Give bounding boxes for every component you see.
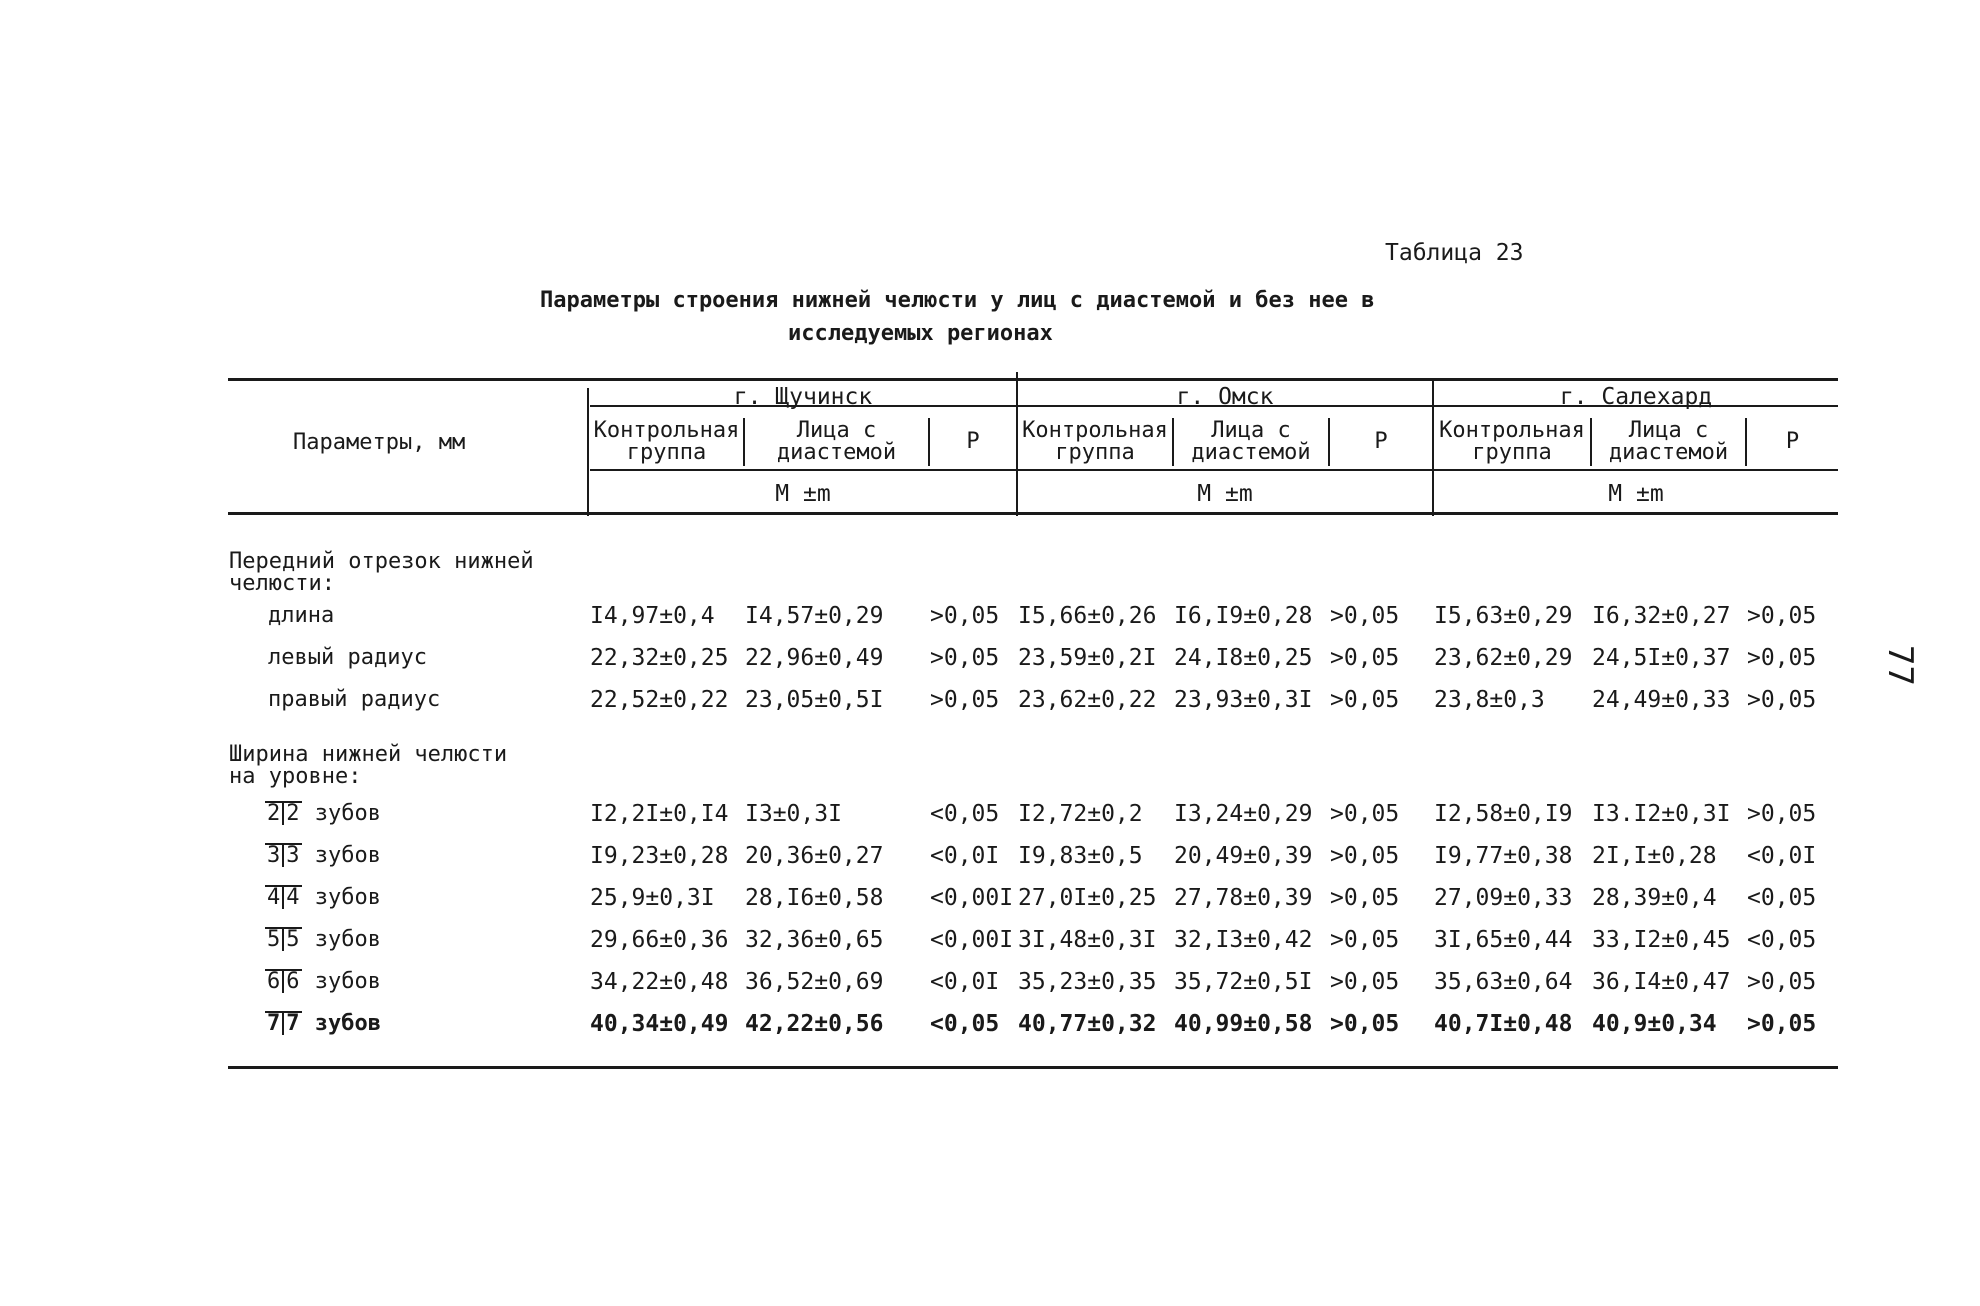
tooth-formula	[265, 1011, 302, 1036]
tooth-unit-label: зубов	[301, 927, 381, 952]
tooth-row-label	[265, 843, 381, 868]
table-cell: >0,05	[1747, 1011, 1817, 1037]
table-cell: 27,78±0,39	[1174, 885, 1313, 911]
page-number: 77	[1880, 645, 1920, 686]
rule-subheader-bottom	[590, 469, 1838, 471]
tooth-formula	[265, 843, 302, 868]
header-mean-1: М ±m	[1197, 481, 1253, 507]
header-p-1: Р	[1374, 429, 1388, 454]
table-cell: 35,23±0,35	[1018, 969, 1157, 995]
table-cell: I9,77±0,38	[1434, 843, 1573, 869]
table-cell: 22,96±0,49	[745, 645, 884, 671]
table-cell: 24,49±0,33	[1592, 687, 1731, 713]
table-cell: <0,0I	[930, 843, 1000, 869]
table-cell: 40,34±0,49	[590, 1011, 729, 1037]
header-p-2: Р	[1785, 429, 1800, 454]
header-control-2-b: группа	[1472, 440, 1552, 465]
header-mean-2: М ±m	[1608, 481, 1664, 507]
table-cell: 23,93±0,3I	[1174, 687, 1313, 713]
table-cell: 24,5I±0,37	[1592, 645, 1731, 671]
tooth-formula	[265, 801, 302, 826]
header-diast-1-a: Лица с	[1211, 418, 1291, 443]
tooth-unit-label: зубов	[301, 843, 381, 868]
table-cell: I9,23±0,28	[590, 843, 729, 869]
table-cell: >0,05	[930, 645, 1000, 671]
table-cell: I2,72±0,2	[1018, 801, 1143, 827]
tooth-unit-label: зубов	[301, 801, 381, 826]
tooth-left-number: 6	[265, 969, 284, 993]
section2-title-b: на уровне:	[229, 764, 362, 789]
table-cell: I3,24±0,29	[1174, 801, 1313, 827]
table-cell: 35,63±0,64	[1434, 969, 1573, 995]
rule-header-bottom	[228, 512, 1838, 515]
tooth-formula	[265, 969, 302, 994]
table-number: Таблица 23	[1385, 240, 1524, 266]
tooth-right-number: 6	[286, 969, 300, 994]
table-cell: 27,0I±0,25	[1018, 885, 1157, 911]
tooth-formula	[265, 885, 302, 910]
rule-bottom	[228, 1066, 1838, 1069]
table-cell: I2,2I±0,I4	[590, 801, 729, 827]
tooth-right-number: 3	[286, 843, 300, 868]
section1-title-b: челюсти:	[229, 571, 335, 596]
table-cell: >0,05	[930, 603, 1000, 629]
table-cell: 36,52±0,69	[745, 969, 884, 995]
table-cell: 42,22±0,56	[745, 1011, 884, 1037]
table-cell: 23,62±0,22	[1018, 687, 1157, 713]
table-cell: I6,32±0,27	[1592, 603, 1731, 629]
section1-row-label: длина	[268, 603, 335, 628]
table-cell: 3I,48±0,3I	[1018, 927, 1157, 953]
table-cell: >0,05	[930, 687, 1000, 713]
table-cell: <0,00I	[930, 885, 1014, 911]
tooth-right-number: 7	[286, 1011, 300, 1036]
table-cell: >0,05	[1330, 687, 1400, 713]
table-cell: >0,05	[1330, 927, 1400, 953]
table-cell: >0,05	[1330, 801, 1400, 827]
header-control-0-a: Контрольная	[593, 418, 740, 443]
header-p-0: Р	[966, 429, 980, 454]
table-cell: 33,I2±0,45	[1592, 927, 1731, 953]
table-cell: I5,66±0,26	[1018, 603, 1157, 629]
table-cell: 27,09±0,33	[1434, 885, 1573, 911]
table-cell: I4,97±0,4	[590, 603, 715, 629]
header-diast-0-b: диастемой	[776, 440, 897, 465]
table-cell: 22,32±0,25	[590, 645, 729, 671]
title-line-1: Параметры строения нижней челюсти у лиц с диастемой и без нее в	[540, 288, 1375, 313]
header-diast-1-b: диастемой	[1191, 440, 1311, 465]
rule-vertical-0	[587, 388, 589, 516]
table-cell: 35,72±0,5I	[1174, 969, 1313, 995]
tooth-right-number: 4	[286, 885, 300, 910]
table-cell: I6,I9±0,28	[1174, 603, 1313, 629]
table-cell: 3I,65±0,44	[1434, 927, 1573, 953]
table-cell: <0,0I	[930, 969, 1000, 995]
section2-title-a: Ширина нижней челюсти	[229, 742, 508, 767]
table-cell: <0,05	[930, 801, 1000, 827]
header-diast-2-b: диастемой	[1608, 440, 1729, 465]
table-cell: 40,99±0,58	[1174, 1011, 1313, 1037]
table-cell: 22,52±0,22	[590, 687, 729, 713]
tooth-left-number: 2	[265, 801, 284, 825]
table-cell: >0,05	[1747, 645, 1817, 671]
tooth-left-number: 3	[265, 843, 284, 867]
table-cell: 32,I3±0,42	[1174, 927, 1313, 953]
table-cell: 23,05±0,5I	[745, 687, 884, 713]
table-title	[540, 284, 1400, 350]
table-cell: 34,22±0,48	[590, 969, 729, 995]
section1-row-label: левый радиус	[268, 645, 427, 670]
table-cell: >0,05	[1330, 885, 1400, 911]
header-control-2-a: Контрольная	[1439, 418, 1585, 443]
table-cell: I3.I2±0,3I	[1592, 801, 1731, 827]
table-cell: I4,57±0,29	[745, 603, 884, 629]
header-control-1-b: группа	[1055, 440, 1135, 465]
table-cell: >0,05	[1747, 687, 1817, 713]
table-cell: >0,05	[1330, 1011, 1400, 1037]
header-region-1: г. Омск	[1176, 384, 1274, 410]
tooth-unit-label: зубов	[301, 885, 381, 910]
tooth-left-number: 7	[265, 1011, 284, 1035]
table-cell: 20,36±0,27	[745, 843, 884, 869]
table-cell: I3±0,3I	[745, 801, 842, 827]
table-cell: I5,63±0,29	[1434, 603, 1573, 629]
table-cell: <0,05	[1747, 927, 1817, 953]
table-cell: <0,05	[930, 1011, 1000, 1037]
table-cell: 36,I4±0,47	[1592, 969, 1731, 995]
table-cell: 20,49±0,39	[1174, 843, 1313, 869]
tooth-row-label	[265, 801, 381, 826]
tooth-row-label	[265, 927, 381, 952]
table-cell: <0,0I	[1747, 843, 1817, 869]
rule-top	[228, 378, 1838, 381]
tooth-row-label	[265, 1011, 381, 1036]
table-cell: 40,9±0,34	[1592, 1011, 1717, 1037]
table-cell: 23,62±0,29	[1434, 645, 1573, 671]
table-cell: >0,05	[1747, 801, 1817, 827]
table-cell: >0,05	[1747, 603, 1817, 629]
table-cell: >0,05	[1747, 969, 1817, 995]
header-control-0-b: группа	[626, 440, 707, 465]
table-cell: 25,9±0,3I	[590, 885, 715, 911]
section1-row-label: правый радиус	[268, 687, 441, 712]
header-region-2: г. Салехард	[1559, 384, 1713, 410]
table-cell: 23,8±0,3	[1434, 687, 1545, 713]
table-cell: <0,05	[1747, 885, 1817, 911]
table-cell: I9,83±0,5	[1018, 843, 1143, 869]
tooth-unit-label: зубов	[301, 969, 381, 994]
tooth-right-number: 2	[286, 801, 300, 826]
header-control-1-a: Контрольная	[1022, 418, 1168, 443]
header-mean-0: М ±m	[775, 481, 831, 507]
tooth-unit-label: зубов	[301, 1011, 381, 1036]
table-cell: 32,36±0,65	[745, 927, 884, 953]
table-cell: 29,66±0,36	[590, 927, 729, 953]
tooth-formula	[265, 927, 302, 952]
tooth-row-label	[265, 885, 381, 910]
table-cell: 2I,I±0,28	[1592, 843, 1717, 869]
table-cell: >0,05	[1330, 603, 1400, 629]
table-cell: 28,39±0,4	[1592, 885, 1717, 911]
tooth-right-number: 5	[286, 927, 300, 952]
title-line-2: исследуемых регионах	[788, 321, 1053, 346]
table-cell: 28,I6±0,58	[745, 885, 884, 911]
table-cell: 24,I8±0,25	[1174, 645, 1313, 671]
section1-title-a: Передний отрезок нижней	[229, 549, 534, 574]
table-cell: I2,58±0,I9	[1434, 801, 1573, 827]
tooth-left-number: 5	[265, 927, 284, 951]
table-cell: 23,59±0,2I	[1018, 645, 1157, 671]
header-region-0: г. Щучинск	[733, 384, 873, 410]
table-cell: 40,77±0,32	[1018, 1011, 1157, 1037]
table-cell: >0,05	[1330, 645, 1400, 671]
header-diast-2-a: Лица с	[1628, 418, 1709, 443]
table-cell: >0,05	[1330, 843, 1400, 869]
table-cell: >0,05	[1330, 969, 1400, 995]
tooth-left-number: 4	[265, 885, 284, 909]
tooth-row-label	[265, 969, 381, 994]
header-diast-0-a: Лица с	[796, 418, 877, 443]
table-cell: <0,00I	[930, 927, 1014, 953]
table-cell: 40,7I±0,48	[1434, 1011, 1573, 1037]
header-param-label: Параметры, мм	[293, 430, 466, 455]
